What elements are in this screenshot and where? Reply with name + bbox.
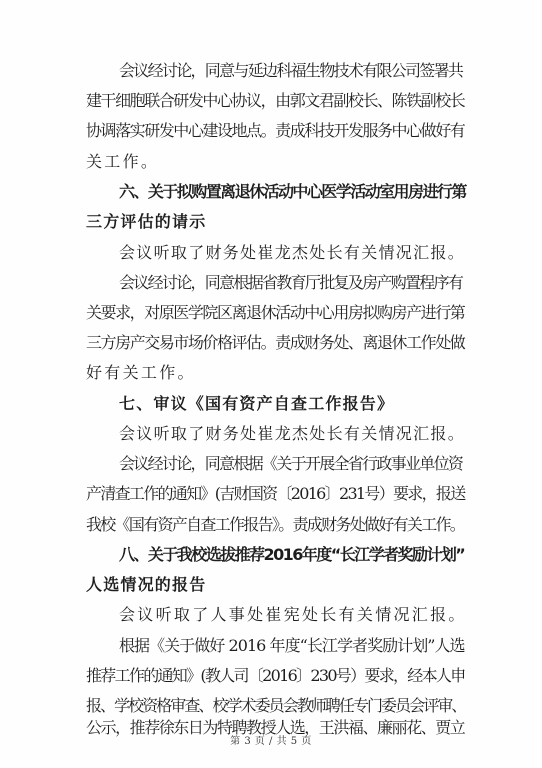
section-heading: 三方评估的请示: [86, 212, 207, 231]
paragraph-line: 关工作。: [86, 152, 160, 171]
section-heading: 人选情况的报告: [86, 575, 207, 594]
paragraph-line: 公示，推荐徐东日为特聘教授人选，王洪福、廉丽花、贾立: [86, 718, 465, 737]
paragraph-line: 建干细胞联合研发中心协议，由郭文君副校长、陈铁副校长: [86, 91, 465, 110]
paragraph-line: 会议听取了财务处崔龙杰处长有关情况汇报。: [119, 243, 466, 262]
paragraph-line: 三方房产交易市场价格评估。责成财务处、离退休工作处做: [86, 333, 465, 352]
paragraph-line: 关要求，对原医学院区离退休活动中心用房拟购房产进行第: [86, 303, 465, 322]
paragraph-line: 推荐工作的通知》(教人司〔2016〕230号）要求，经本人申: [86, 666, 465, 685]
paragraph-line: 根据《关于做好 2016 年度“长江学者奖励计划”人选: [119, 636, 465, 655]
section-heading: 七、审议《国有资产自查工作报告》: [119, 394, 395, 413]
paragraph-line: 会议经讨论，同意根据省教育厅批复及房产购置程序有: [119, 273, 463, 292]
paragraph-line: 报、学校资格审查、校学术委员会教师聘任专门委员会评审、: [86, 696, 466, 715]
paragraph-line: 好有关工作。: [86, 363, 196, 382]
paragraph-line: 产清查工作的通知》(吉财国资〔2016〕231号）要求，报送: [86, 484, 465, 503]
section-heading: 六、关于拟购置离退休活动中心医学活动室用房进行第: [119, 182, 466, 201]
paragraph-line: 我校《国有资产自查工作报告》。责成财务处做好有关工作。: [86, 515, 465, 534]
paragraph-line: 协调落实研发中心建设地点。责成科技开发服务中心做好有: [86, 121, 465, 140]
paragraph-line: 会议听取了人事处崔宪处长有关情况汇报。: [119, 605, 467, 624]
paragraph-line: 会议经讨论，同意与延边科福生物技术有限公司签署共: [119, 61, 463, 80]
section-heading: 八、关于我校选拔推荐2016年度“长江学者奖励计划”: [119, 545, 465, 564]
page-number: 第 3 页 / 共 5 页: [230, 736, 312, 747]
paragraph-line: 会议经讨论，同意根据《关于开展全省行政事业单位资: [119, 454, 463, 473]
paragraph-line: 会议听取了财务处崔龙杰处长有关情况汇报。: [119, 424, 466, 443]
